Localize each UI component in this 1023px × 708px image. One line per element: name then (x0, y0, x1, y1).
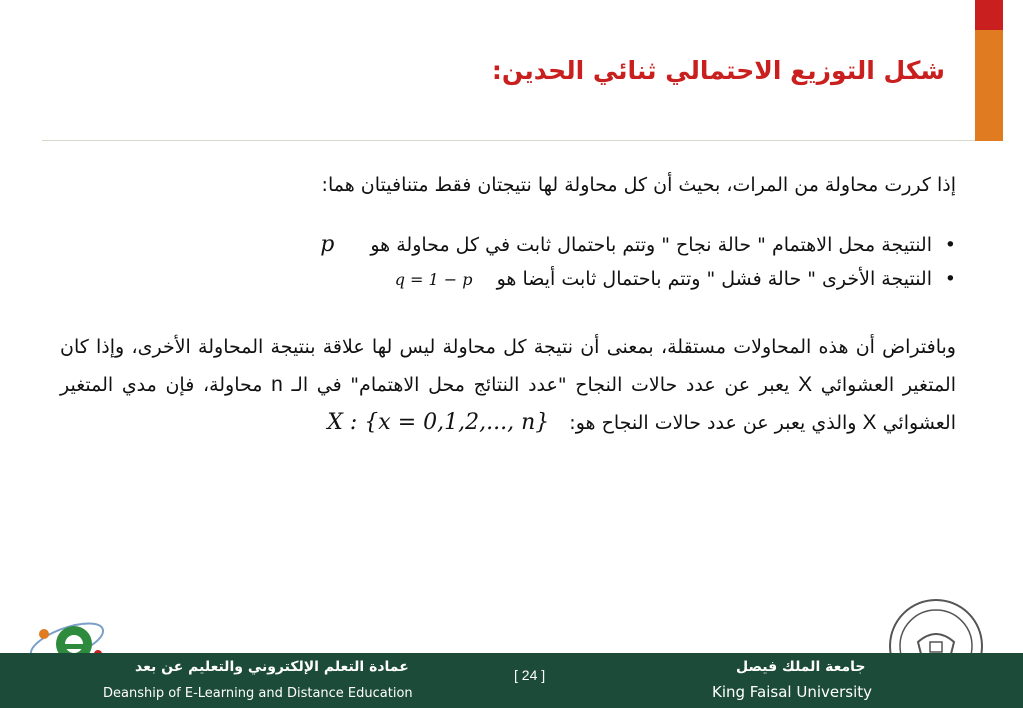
accent-bar-red (975, 0, 1003, 30)
bullet-failure-text: النتيجة الأخرى " حالة فشل " وتتم باحتمال ثابت أيضا هو (496, 268, 932, 290)
bullet-failure (60, 262, 956, 297)
deanship-arabic: عمادة التعلم الإلكتروني والتعليم عن بعد (135, 659, 409, 675)
university-english: King Faisal University (712, 683, 873, 701)
para2-part2: يعبر عن عدد حالات النجاح "عدد النتائج محل الاهتمام" في الـ (291, 374, 790, 396)
bullet-success (60, 228, 956, 262)
prob-p-math: p (320, 232, 335, 257)
accent-bar-orange (975, 30, 1003, 141)
intro-paragraph: إذا كررت محاولة من المرات، بحيث أن كل محاولة لها نتيجتان فقط متنافيتان هما: (321, 174, 956, 196)
var-x: X (862, 411, 877, 434)
para2-part3: محاولة، فإن مدي المتغير العشوائي (60, 374, 956, 434)
footer-bar (0, 653, 1023, 708)
slide-title: شكل التوزيع الاحتمالي ثنائي الحدين: (491, 56, 945, 85)
bullet-dot-icon: • (944, 268, 956, 290)
bullet-list (60, 228, 956, 297)
university-arabic: جامعة الملك فيصل (736, 659, 866, 675)
bullet-success-text: النتيجة محل الاهتمام " حالة نجاح " وتتم باحتمال ثابت في كل محاولة هو (370, 234, 932, 256)
slide-content (60, 170, 956, 442)
var-x: X (798, 373, 813, 396)
page-number: [ 24 ] (514, 667, 546, 683)
bullet-dot-icon: • (944, 234, 956, 256)
prob-q-math: q = 1 − p (394, 270, 473, 289)
title-divider (42, 140, 975, 141)
var-n: n (271, 373, 283, 396)
range-set-math: X : {x = 0,1,2,..., n} (327, 410, 550, 435)
independence-paragraph (60, 329, 956, 442)
deanship-english: Deanship of E-Learning and Distance Education (103, 686, 413, 701)
para2-part4: والذي يعبر عن عدد حالات النجاح هو: (569, 412, 857, 434)
para2-part1: وبافتراض أن هذه المحاولات مستقلة، بمعنى أن نتيجة كل محاولة ليس لها علاقة بنتيجة المحاولة الأخرى، وإذا كان المتغير العشوائي (60, 336, 956, 396)
